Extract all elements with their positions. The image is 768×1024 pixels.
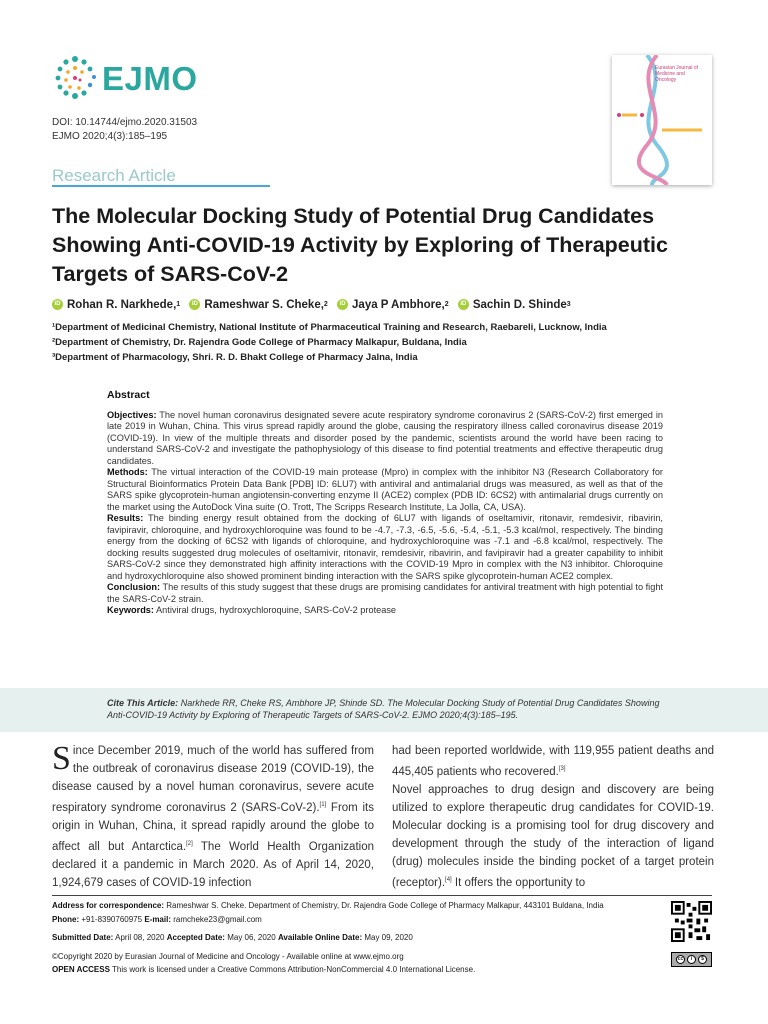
reference-link[interactable]: [1] <box>319 802 327 808</box>
body-column-right <box>392 742 714 892</box>
abstract-results: Results: The binding energy result obtained from the docking of 6LU7 with ligands of oseltamivir, ritonavir, remdesivir, ribavirin, favipiravir, chloroquine, and hydroxychloroquine was found to be -4.7, -7.3, -6.5, -5.6, -5.4, -5.1, -5.3 kcal/mol, respectively. The binding energy from the docking of 6CS2 with ligands of chloroquine, and hydroxychloroquine was -7.1 and -6.8 kcal/mol, respectively. The docking results suggested drug molecules of oseltamivir, ritonavir, remdesivir, ribavirin, and favipiravir had a greater capability to inhibit SARS-CoV-2 since they demonstrated high affinity interactions with the COVID-19 Mpro in complex with the N3 inhibitor. Chloroquine and hydroxychloroquine also showed prominent binding interaction with the SARS spike glycoprotein-human ACE2 complex. <box>107 513 663 581</box>
orcid-icon[interactable]: iD <box>337 299 348 310</box>
copyright: ©Copyright 2020 by Eurasian Journal of Medicine and Oncology - Available online at www.ejmo.org <box>52 951 404 961</box>
body-column-left <box>52 742 374 892</box>
article-meta <box>52 116 197 144</box>
dates-line: Submitted Date: April 08, 2020 Accepted Date: May 06, 2020 Available Online Date: May 09, 2020 <box>52 933 413 942</box>
reference-link[interactable]: [2] <box>186 840 193 847</box>
cc-icon: cc <box>677 956 684 962</box>
by-icon: i <box>687 955 696 964</box>
footer-divider <box>52 895 712 896</box>
abstract-conclusion: Conclusion: The results of this study suggest that these drugs are promising candidates for antiviral treatment with high potential to fight the SARS-CoV-2 strain. <box>107 582 663 604</box>
journal-logo <box>52 54 212 104</box>
author-list <box>52 296 732 311</box>
affiliation: ¹Department of Medicinal Chemistry, National Institute of Pharmaceutical Training and Research, Raebareli, Lucknow, India <box>52 322 607 333</box>
abstract <box>107 390 663 617</box>
body-paragraph: Novel approaches to drug design and discovery are being utilized to explore therapeutic drug candidates for COVID-19. Molecular docking is a promising tool for drug discovery and development through the study of the interaction of ligand (drug) molecules inside the binding pocket of a target protein (receptor).[4] It offers the opportunity to <box>392 783 714 889</box>
body-paragraph: had been reported worldwide, with 119,955 patient deaths and 445,405 patients who recovered.[3] <box>392 745 714 778</box>
author[interactable]: iD Rohan R. Narkhede, 1 <box>52 299 180 311</box>
cover-journal-name: Eurasian Journal of Medicine and Oncology <box>655 65 699 83</box>
license-line: OPEN ACCESS This work is licensed under a Creative Commons Attribution-NonCommercial 4.0 International License. <box>52 965 476 974</box>
cite-text: Cite This Article: Narkhede RR, Cheke RS, Ambhore JP, Shinde SD. The Molecular Docking Study of Potential Drug Candidates Showing Anti-COVID-19 Activity by Exploring of Therapeutic Targets of SARS-CoV-2. EJMO 2020;4(3):185–195. <box>107 698 660 720</box>
journal-citation: EJMO 2020;4(3):185–195 <box>52 131 168 142</box>
logo-text: EJMO <box>102 60 198 97</box>
reference-link[interactable]: [4] <box>445 876 452 883</box>
logo-dots-icon <box>52 54 98 100</box>
affiliation: ³Department of Pharmacology, Shri. R. D. Bhakt College of Pharmacy Jalna, India <box>52 352 418 363</box>
section-type: Research Article <box>52 166 176 185</box>
footer-info <box>52 899 652 977</box>
abstract-methods: Methods: The virtual interaction of the COVID-19 main protease (Mpro) in complex with the inhibitor N3 (Research Collaboratory for Structural Bioinformatics Protein Data Bank [PDB] ID: 6LU7) with antiviral and antimalarial drugs was measured, as well as that of the SARS spike glycoprotein-human angiotensin-converting enzyme II (ACE2) complex (PDB ID: 6CS2) with antimalarial drugs currently on the market using the AutoDock Vina suite (O. Trott, The Scripps Research Institute, La Jolla, CA, USA). <box>107 467 663 512</box>
drop-cap: S <box>52 740 71 777</box>
doi[interactable]: DOI: 10.14744/ejmo.2020.31503 <box>52 117 198 128</box>
cc-license-icon[interactable] <box>671 952 712 967</box>
contact-line: Phone: +91-8390760975 E-mail: ramcheke23@gmail.com <box>52 914 262 924</box>
orcid-icon[interactable]: iD <box>458 299 469 310</box>
cite-box <box>0 688 768 732</box>
journal-cover <box>612 55 712 185</box>
email-link[interactable]: ramcheke23@gmail.com <box>173 914 262 924</box>
orcid-icon[interactable]: iD <box>189 299 200 310</box>
author[interactable]: iD Jaya P Ambhore, 2 <box>337 299 449 311</box>
orcid-icon[interactable]: iD <box>52 299 63 310</box>
abstract-keywords: Keywords: Antiviral drugs, hydroxychloroquine, SARS-CoV-2 protease <box>107 605 397 615</box>
affiliation: ²Department of Chemistry, Dr. Rajendra Gode College of Pharmacy Malkapur, Buldana, India <box>52 337 467 348</box>
author[interactable]: iD Sachin D. Shinde 3 <box>458 299 571 311</box>
article-title: The Molecular Docking Study of Potential Drug Candidates Showing Anti-COVID-19 Activity by Exploring of Therapeutic Targets of SARS-CoV-2 <box>52 204 668 286</box>
abstract-heading: Abstract <box>107 389 150 401</box>
nc-icon: $ <box>698 955 707 964</box>
correspondence-address: Address for correspondence: Rameshwar S. Cheke. Department of Chemistry, Dr. Rajendra Gode College of Pharmacy Malkapur, 443101 Buldana, India <box>52 901 604 910</box>
qr-code-icon[interactable] <box>671 901 712 942</box>
reference-link[interactable]: [3] <box>558 766 566 772</box>
body-paragraph: Since December 2019, much of the world has suffered from the outbreak of coronavirus disease 2019 (COVID-19), the disease caused by a novel human coronavirus, severe acute respiratory syndrome coronavirus 2 (SARS-CoV-2).[1] From its origin in Wuhan, China, it spread rapidly around the globe to affect all but Antarctica.[2] The World Health Organization declared it a pandemic in March 2020. As of April 14, 2020, 1,924,679 cases of COVID-19 infection <box>52 740 374 889</box>
abstract-objectives: Objectives: The novel human coronavirus designated severe acute respiratory syndrome coronavirus 2 (SARS-CoV-2) first emerged in late 2019 in Wuhan, China. This virus spread rapidly around the globe, causing the respiratory illness called coronavirus disease 2019 (COVID-19). In view of the multiple threats and disorder posed by the pandemic, scientists around the world have been racing to understand SARS-CoV-2 and investigate the pathophysiology of this disease to find potential treatments and effective therapeutic drug candidates. <box>107 409 663 466</box>
section-divider <box>52 185 270 187</box>
author[interactable]: iD Rameshwar S. Cheke, 2 <box>189 299 327 311</box>
